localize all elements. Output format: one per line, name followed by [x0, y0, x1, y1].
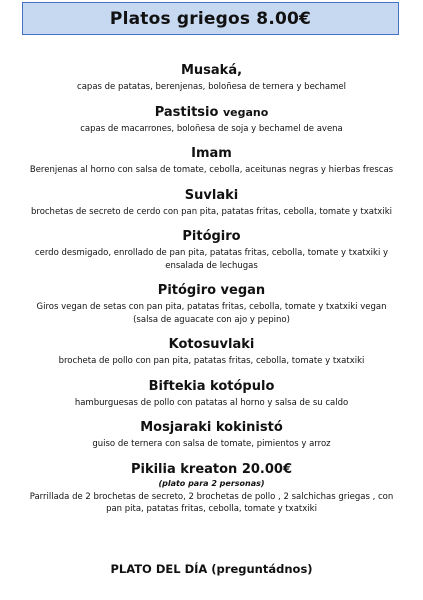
menu-item-title: Suvlaki — [184, 187, 239, 203]
menu-item-title: Biftekia kotópulo — [148, 378, 275, 394]
menu-item-title: Pitógiro vegan — [157, 283, 266, 298]
menu-item — [0, 228, 423, 272]
menu-item — [0, 461, 423, 516]
menu-item-description: Berenjenas al horno con salsa de tomate, cebolla, aceitunas negras y hierbas frescas — [29, 165, 394, 175]
menu-item-name — [0, 336, 423, 353]
menu-item — [0, 282, 423, 326]
plato-del-dia: PLATO DEL DÍA (preguntádnos) — [110, 562, 313, 576]
menu-item — [0, 145, 423, 177]
menu-item-name — [0, 378, 423, 395]
menu-item-name — [0, 282, 423, 299]
menu-title: Platos griegos 8.00€ — [109, 8, 312, 29]
menu-header — [22, 2, 399, 35]
menu-item-tag: vegano — [222, 105, 269, 119]
menu-items — [0, 62, 423, 526]
menu-item-title: Mosjaraki kokinistó — [140, 420, 283, 435]
menu-item-description: capas de patatas, berenjenas, boloñesa de ternera y bechamel — [77, 82, 346, 92]
menu-item-name — [0, 419, 423, 436]
menu-item-title: Musaká, — [180, 63, 243, 78]
menu-item — [0, 419, 423, 451]
menu-item-title: Pastitsio — [154, 104, 219, 120]
menu-item-description: brocheta de pollo con pan pita, patatas fritas, cebolla, tomate y txatxiki — [58, 356, 365, 366]
menu-item-description: Giros vegan de setas con pan pita, patatas fritas, cebolla, tomate y txatxiki vegan (salsa de aguacate con ajo y pepino) — [36, 302, 387, 325]
menu-item — [0, 378, 423, 410]
menu-item-title: Imam — [191, 146, 232, 161]
menu-item-description: capas de macarrones, boloñesa de soja y bechamel de avena — [80, 123, 343, 134]
menu-item-title: Pikilia kreaton 20.00€ — [130, 461, 293, 477]
menu-item — [0, 62, 423, 94]
menu-item-description: brochetas de secreto de cerdo con pan pita, patatas fritas, cebolla, tomate y txatxiki — [30, 206, 392, 217]
menu-item-description: hamburguesas de pollo con patatas al horno y salsa de su caldo — [74, 397, 349, 408]
menu-item-name — [0, 145, 423, 162]
menu-item-name — [0, 228, 423, 245]
menu-item-name — [0, 62, 423, 79]
menu-item-name — [0, 104, 423, 121]
menu-item — [0, 336, 423, 368]
menu-item-description: guiso de ternera con salsa de tomate, pimientos y arroz — [92, 439, 331, 449]
menu-item-title: Kotosuvlaki — [168, 337, 255, 352]
menu-item — [0, 187, 423, 219]
menu-item-name — [0, 461, 423, 478]
menu-item-note: (plato para 2 personas) — [158, 478, 265, 488]
menu-item-name — [0, 187, 423, 204]
menu-item-title: Pitógiro — [182, 229, 241, 244]
menu-item-description: cerdo desmigado, enrollado de pan pita, patatas fritas, cebolla, tomate y txatxiki y ensalada de lechugas — [34, 248, 389, 271]
menu-item-description: Parrillada de 2 brochetas de secreto, 2 brochetas de pollo , 2 salchichas griegas , con pan pita, patatas fritas, cebolla, tomate y txatxiki — [29, 491, 394, 514]
menu-item — [0, 104, 423, 136]
